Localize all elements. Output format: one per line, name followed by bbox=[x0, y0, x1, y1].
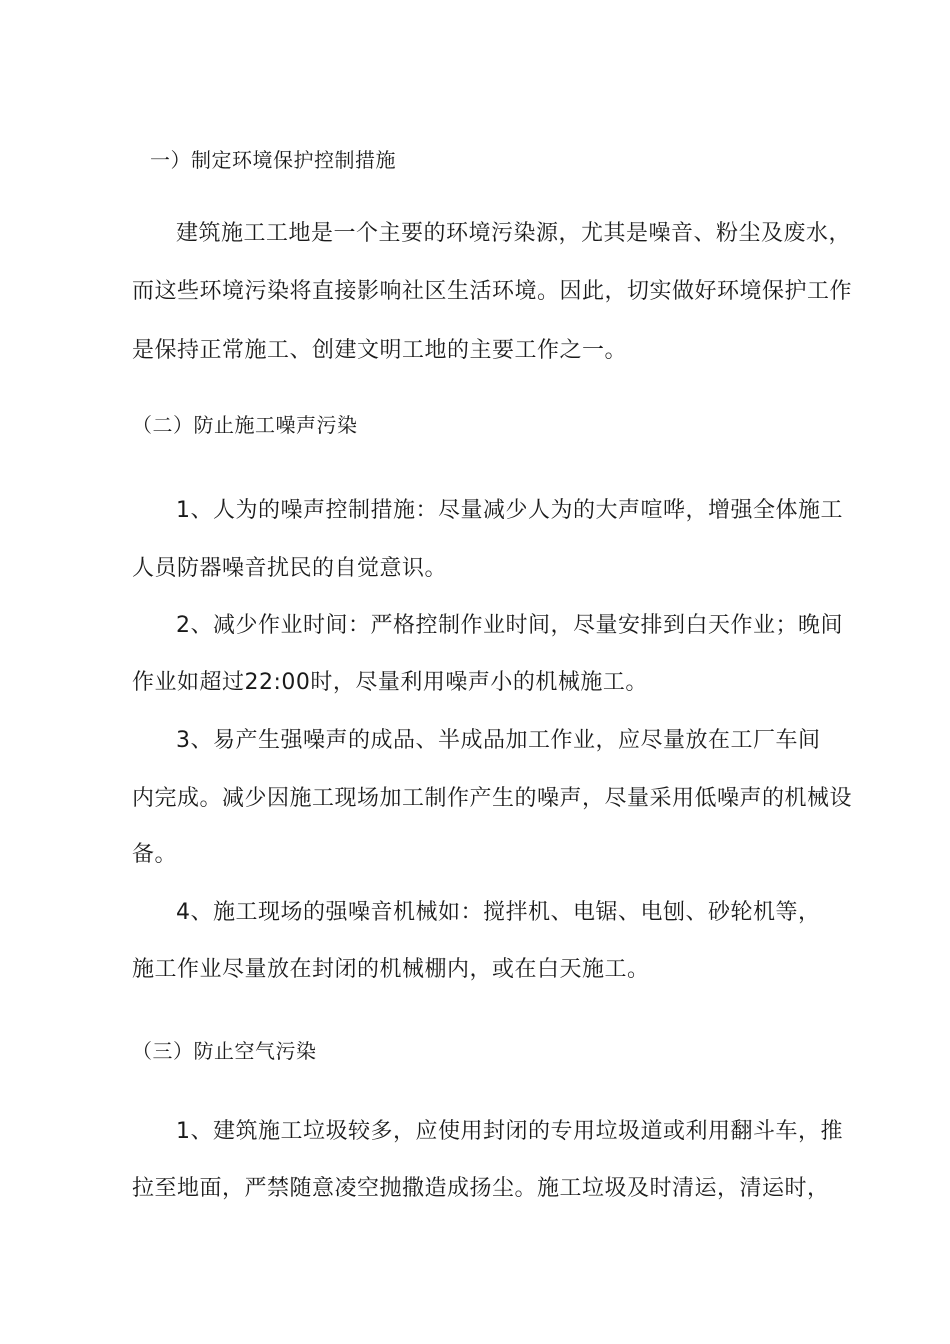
section-heading-2: （二）防止施工噪声污染 bbox=[132, 413, 358, 437]
paragraph-line: 4、施工现场的强噪音机械如：搅拌机、电锯、电刨、砂轮机等， bbox=[176, 900, 821, 925]
paragraph-line: 建筑施工工地是一个主要的环境污染源，尤其是噪音、粉尘及废水， bbox=[176, 221, 852, 246]
paragraph-line: 2、减少作业时间：严格控制作业时间，尽量安排到白天作业；晚间 bbox=[176, 613, 843, 638]
paragraph-line: 施工作业尽量放在封闭的机械棚内，或在白天施工。 bbox=[132, 957, 650, 982]
paragraph-line: 作业如超过22:00时，尽量利用噪声小的机械施工。 bbox=[132, 670, 648, 695]
paragraph-line: 内完成。减少因施工现场加工制作产生的噪声，尽量采用低噪声的机械设 bbox=[132, 786, 853, 811]
section-heading-1: 一）制定环境保护控制措施 bbox=[150, 148, 396, 172]
paragraph-line: 而这些环境污染将直接影响社区生活环境。因此，切实做好环境保护工作 bbox=[132, 279, 853, 304]
paragraph-line: 备。 bbox=[132, 842, 178, 867]
paragraph-line: 1、建筑施工垃圾较多，应使用封闭的专用垃圾道或利用翻斗车，推 bbox=[176, 1119, 843, 1144]
paragraph-line: 人员防器噪音扰民的自觉意识。 bbox=[132, 556, 448, 581]
paragraph-line: 3、易产生强噪声的成品、半成品加工作业，应尽量放在工厂车间 bbox=[176, 728, 821, 753]
paragraph-line: 是保持正常施工、创建文明工地的主要工作之一。 bbox=[132, 338, 628, 363]
paragraph-line: 1、人为的噪声控制措施：尽量减少人为的大声喧哗，增强全体施工 bbox=[176, 498, 843, 523]
paragraph-line: 拉至地面，严禁随意凌空抛撒造成扬尘。施工垃圾及时清运，清运时， bbox=[132, 1176, 830, 1201]
section-heading-3: （三）防止空气污染 bbox=[132, 1039, 317, 1063]
